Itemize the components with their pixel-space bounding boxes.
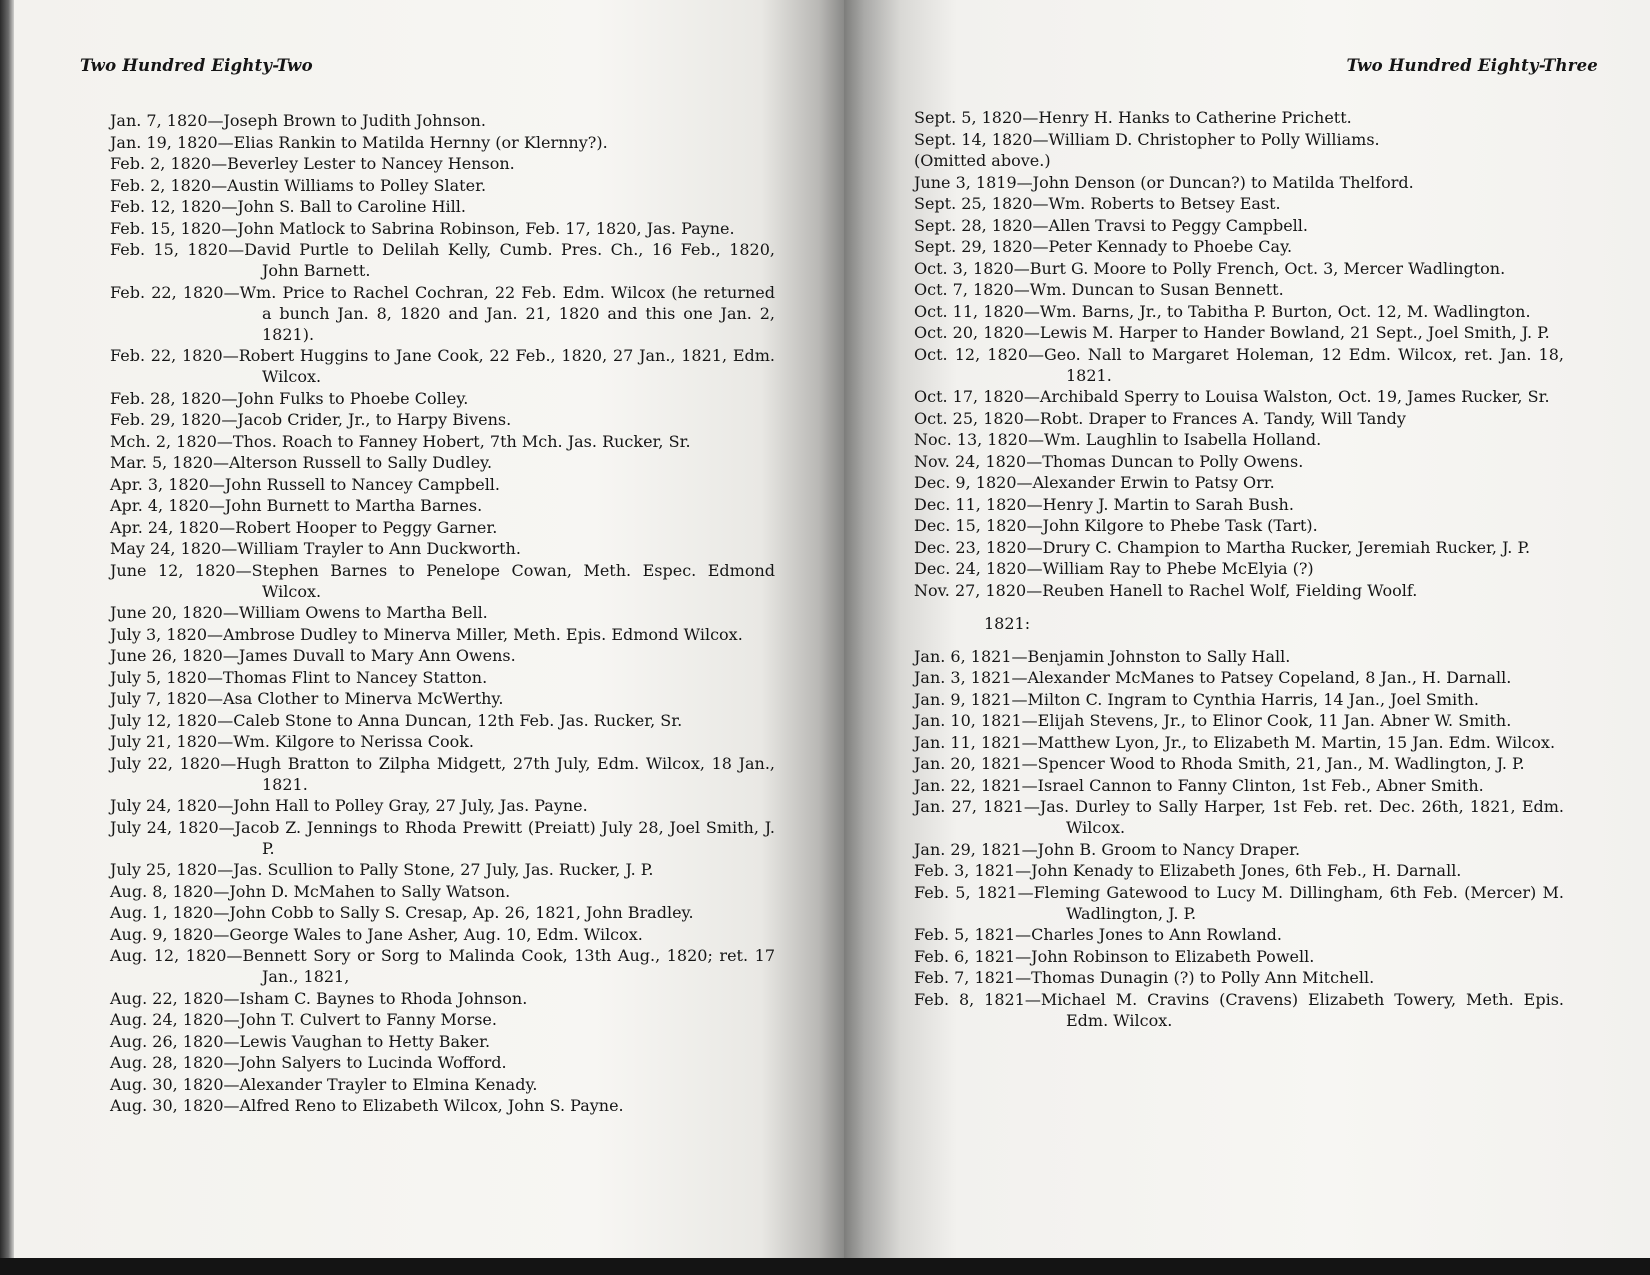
- left-page: [14, 0, 844, 1258]
- left-running-head: Two Hundred Eighty-Two: [80, 56, 313, 75]
- marriage-record-entry: Jan. 9, 1821—Milton C. Ingram to Cynthia Harris, 14 Jan., Joel Smith.: [914, 689, 1479, 709]
- marriage-record-entry: Feb. 8, 1821—Michael M. Cravins (Cravens) Elizabeth Towery, Meth. Epis. Edm. Wilcox.: [914, 989, 1564, 1030]
- year-heading-1821: 1821:: [984, 613, 1031, 633]
- marriage-record-entry: Oct. 7, 1820—Wm. Duncan to Susan Bennett.: [914, 280, 1284, 299]
- marriage-record-entry: Nov. 24, 1820—Thomas Duncan to Polly Owens.: [914, 451, 1304, 471]
- right-entry-list: [914, 107, 1564, 1031]
- marriage-record-entry: Feb. 29, 1820—Jacob Crider, Jr., to Harpy Bivens.: [110, 410, 512, 429]
- marriage-record-entry: June 26, 1820—James Duvall to Mary Ann Owens.: [110, 646, 516, 665]
- marriage-record-entry: Oct. 12, 1820—Geo. Nall to Margaret Holeman, 12 Edm. Wilcox, ret. Jan. 18, 1821.: [914, 344, 1564, 385]
- marriage-record-entry: Jan. 20, 1821—Spencer Wood to Rhoda Smith, 21, Jan., M. Wadlington, J. P.: [914, 754, 1525, 773]
- marriage-record-entry: Feb. 5, 1821—Fleming Gatewood to Lucy M. Dillingham, 6th Feb. (Mercer) M. Wadlington, J. P.: [914, 882, 1564, 923]
- marriage-record-entry: Apr. 4, 1820—John Burnett to Martha Barnes.: [110, 496, 483, 515]
- marriage-record-entry: Feb. 5, 1821—Charles Jones to Ann Rowland.: [914, 925, 1282, 944]
- marriage-record-entry: Jan. 27, 1821—Jas. Durley to Sally Harper, 1st Feb. ret. Dec. 26th, 1821, Edm. Wilcox.: [914, 797, 1564, 837]
- marriage-record-entry: Dec. 9, 1820—Alexander Erwin to Patsy Orr.: [914, 473, 1275, 492]
- right-1820-group: [914, 107, 1564, 601]
- marriage-record-entry: Oct. 3, 1820—Burt G. Moore to Polly French, Oct. 3, Mercer Wadlington.: [914, 258, 1506, 278]
- marriage-record-entry: Feb. 22, 1820—Robert Huggins to Jane Cook, 22 Feb., 1820, 27 Jan., 1821, Edm. Wilcox.: [110, 346, 775, 386]
- right-1821-group: [914, 646, 1564, 1031]
- marriage-record-entry: Jan. 6, 1821—Benjamin Johnston to Sally Hall.: [914, 646, 1291, 666]
- marriage-record-entry: Sept. 14, 1820—William D. Christopher to Polly Williams.: [914, 129, 1380, 149]
- left-entry-list: [110, 110, 775, 1117]
- marriage-record-entry: Oct. 25, 1820—Robt. Draper to Frances A. Tandy, Will Tandy: [914, 408, 1406, 428]
- marriage-record-entry: Jan. 7, 1820—Joseph Brown to Judith Johnson.: [110, 111, 486, 130]
- marriage-record-entry: July 22, 1820—Hugh Bratton to Zilpha Midgett, 27th July, Edm. Wilcox, 18 Jan., 1821.: [110, 753, 775, 794]
- marriage-record-entry: July 7, 1820—Asa Clother to Minerva McWerthy.: [110, 689, 504, 708]
- marriage-record-entry: June 12, 1820—Stephen Barnes to Penelope Cowan, Meth. Espec. Edmond Wilcox.: [110, 560, 775, 601]
- marriage-record-entry: Sept. 29, 1820—Peter Kennady to Phoebe Cay.: [914, 237, 1293, 256]
- marriage-record-entry: Sept. 25, 1820—Wm. Roberts to Betsey East.: [914, 194, 1281, 213]
- marriage-record-entry: Aug. 8, 1820—John D. McMahen to Sally Watson.: [110, 881, 511, 901]
- marriage-record-entry: Jan. 29, 1821—John B. Groom to Nancy Draper.: [914, 839, 1301, 859]
- marriage-record-entry: Sept. 5, 1820—Henry H. Hanks to Catherine Prichett.: [914, 108, 1352, 127]
- marriage-record-entry: Oct. 17, 1820—Archibald Sperry to Louisa Walston, Oct. 19, James Rucker, Sr.: [914, 387, 1550, 406]
- marriage-record-entry: Feb. 15, 1820—David Purtle to Delilah Kelly, Cumb. Pres. Ch., 16 Feb., 1820, John Barnett.: [110, 240, 775, 280]
- right-running-head: Two Hundred Eighty-Three: [1346, 56, 1598, 75]
- marriage-record-entry: July 3, 1820—Ambrose Dudley to Minerva Miller, Meth. Epis. Edmond Wilcox.: [110, 624, 743, 644]
- marriage-record-entry: July 25, 1820—Jas. Scullion to Pally Stone, 27 July, Jas. Rucker, J. P.: [110, 860, 654, 879]
- marriage-record-entry: Aug. 9, 1820—George Wales to Jane Asher, Aug. 10, Edm. Wilcox.: [110, 924, 643, 944]
- marriage-record-entry: July 12, 1820—Caleb Stone to Anna Duncan, 12th Feb. Jas. Rucker, Sr.: [110, 710, 683, 730]
- marriage-record-entry: Aug. 22, 1820—Isham C. Baynes to Rhoda Johnson.: [110, 988, 528, 1008]
- marriage-record-entry: Apr. 24, 1820—Robert Hooper to Peggy Garner.: [110, 517, 498, 537]
- marriage-record-entry: Mar. 5, 1820—Alterson Russell to Sally Dudley.: [110, 453, 493, 472]
- marriage-record-entry: Feb. 2, 1820—Austin Williams to Polley Slater.: [110, 175, 487, 195]
- marriage-record-entry: Aug. 24, 1820—John T. Culvert to Fanny Morse.: [110, 1010, 497, 1029]
- marriage-record-entry: Dec. 11, 1820—Henry J. Martin to Sarah Bush.: [914, 494, 1294, 514]
- marriage-record-entry: Dec. 24, 1820—William Ray to Phebe McElyia (?): [914, 559, 1314, 578]
- marriage-record-entry: Feb. 28, 1820—John Fulks to Phoebe Colley.: [110, 388, 469, 408]
- left-edge-shadow: [0, 0, 14, 1275]
- right-1820-entries: [914, 107, 1564, 601]
- marriage-record-entry: Aug. 30, 1820—Alfred Reno to Elizabeth Wilcox, John S. Payne.: [110, 1096, 624, 1115]
- marriage-record-entry: July 24, 1820—John Hall to Polley Gray, 27 July, Jas. Payne.: [110, 796, 588, 815]
- marriage-record-entry: July 5, 1820—Thomas Flint to Nancey Statton.: [110, 667, 488, 687]
- marriage-record-entry: Nov. 27, 1820—Reuben Hanell to Rachel Wolf, Fielding Woolf.: [914, 580, 1418, 600]
- marriage-record-entry: June 3, 1819—John Denson (or Duncan?) to Matilda Thelford.: [914, 172, 1414, 192]
- marriage-record-entry: Noc. 13, 1820—Wm. Laughlin to Isabella Holland.: [914, 430, 1322, 449]
- marriage-record-entry: (Omitted above.): [914, 151, 1051, 170]
- marriage-record-entry: Dec. 15, 1820—John Kilgore to Phebe Task (Tart).: [914, 516, 1318, 535]
- marriage-record-entry: Jan. 19, 1820—Elias Rankin to Matilda Hernny (or Klernny?).: [110, 132, 608, 152]
- scanner-bottom-edge: [0, 1258, 1650, 1275]
- marriage-record-entry: Jan. 22, 1821—Israel Cannon to Fanny Clinton, 1st Feb., Abner Smith.: [914, 775, 1484, 795]
- marriage-record-entry: Sept. 28, 1820—Allen Travsi to Peggy Campbell.: [914, 215, 1308, 235]
- marriage-record-entry: Aug. 28, 1820—John Salyers to Lucinda Wofford.: [110, 1053, 507, 1072]
- marriage-record-entry: Aug. 26, 1820—Lewis Vaughan to Hetty Baker.: [110, 1031, 491, 1051]
- marriage-record-entry: Mch. 2, 1820—Thos. Roach to Fanney Hobert, 7th Mch. Jas. Rucker, Sr.: [110, 431, 691, 451]
- marriage-record-entry: Feb. 12, 1820—John S. Ball to Caroline Hill.: [110, 197, 466, 216]
- marriage-record-entry: Feb. 3, 1821—John Kenady to Elizabeth Jones, 6th Feb., H. Darnall.: [914, 861, 1462, 880]
- marriage-record-entry: Aug. 12, 1820—Bennett Sory or Sorg to Malinda Cook, 13th Aug., 1820; ret. 17 Jan., 1821,: [110, 946, 775, 986]
- marriage-record-entry: Aug. 30, 1820—Alexander Trayler to Elmina Kenady.: [110, 1074, 538, 1094]
- marriage-record-entry: Jan. 10, 1821—Elijah Stevens, Jr., to Elinor Cook, 11 Jan. Abner W. Smith.: [914, 711, 1512, 730]
- marriage-record-entry: June 20, 1820—William Owens to Martha Bell.: [110, 603, 488, 622]
- marriage-record-entry: Feb. 15, 1820—John Matlock to Sabrina Robinson, Feb. 17, 1820, Jas. Payne.: [110, 218, 735, 238]
- marriage-record-entry: Jan. 11, 1821—Matthew Lyon, Jr., to Elizabeth M. Martin, 15 Jan. Edm. Wilcox.: [914, 732, 1556, 752]
- marriage-record-entry: July 24, 1820—Jacob Z. Jennings to Rhoda Prewitt (Preiatt) July 28, Joel Smith, J. P.: [110, 817, 775, 858]
- marriage-record-entry: Dec. 23, 1820—Drury C. Champion to Martha Rucker, Jeremiah Rucker, J. P.: [914, 537, 1531, 557]
- right-page: [844, 0, 1650, 1258]
- marriage-record-entry: Apr. 3, 1820—John Russell to Nancey Campbell.: [110, 474, 501, 494]
- marriage-record-entry: Jan. 3, 1821—Alexander McManes to Patsey Copeland, 8 Jan., H. Darnall.: [914, 668, 1512, 687]
- marriage-record-entry: Aug. 1, 1820—John Cobb to Sally S. Cresap, Ap. 26, 1821, John Bradley.: [110, 903, 694, 922]
- marriage-record-entry: Feb. 2, 1820—Beverley Lester to Nancey Henson.: [110, 154, 515, 173]
- marriage-record-entry: May 24, 1820—William Trayler to Ann Duckworth.: [110, 539, 521, 558]
- marriage-record-entry: Oct. 11, 1820—Wm. Barns, Jr., to Tabitha P. Burton, Oct. 12, M. Wadlington.: [914, 301, 1531, 321]
- marriage-record-entry: Feb. 22, 1820—Wm. Price to Rachel Cochran, 22 Feb. Edm. Wilcox (he returned a bunch Jan. 8, 1820 and Jan. 21, 1820 and this one Jan. 2, 1821).: [110, 282, 775, 344]
- marriage-record-entry: Oct. 20, 1820—Lewis M. Harper to Hander Bowland, 21 Sept., Joel Smith, J. P.: [914, 323, 1550, 342]
- marriage-record-entry: Feb. 7, 1821—Thomas Dunagin (?) to Polly Ann Mitchell.: [914, 968, 1375, 987]
- right-1821-entries: [914, 646, 1564, 1031]
- marriage-record-entry: Feb. 6, 1821—John Robinson to Elizabeth Powell.: [914, 946, 1315, 966]
- marriage-record-entry: July 21, 1820—Wm. Kilgore to Nerissa Cook.: [110, 732, 474, 751]
